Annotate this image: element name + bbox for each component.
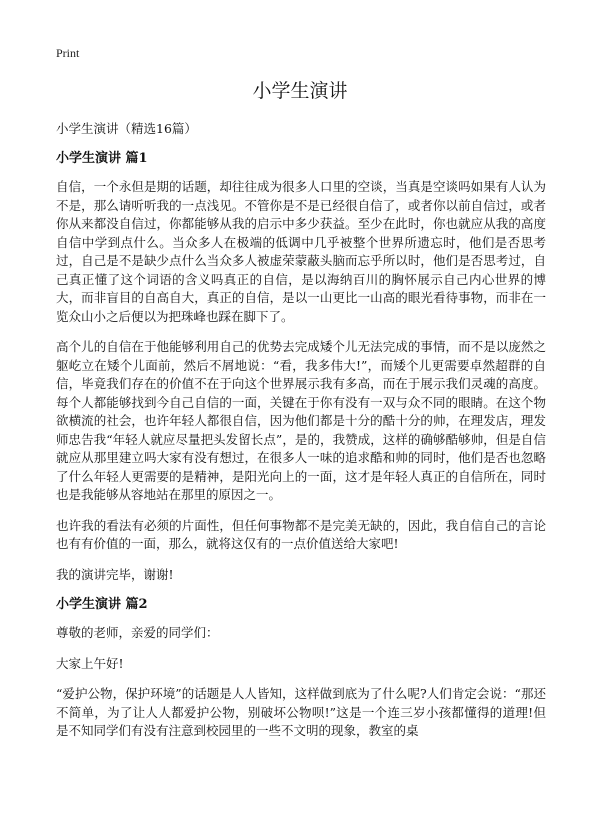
- page-title: 小学生演讲: [252, 80, 348, 102]
- section-heading: 小学生演讲 篇2: [56, 597, 148, 612]
- document-subtitle: 小学生演讲（精选16篇）: [56, 121, 197, 136]
- print-link[interactable]: Print: [56, 46, 80, 60]
- paragraph: 自信，一个永但是期的话题，却往往成为很多人口里的空谈，当真是空谈吗如果有人认为不是，那么请听听我的一点浅见。不管你是不是已经很自信了，或者你以前自信过，或者你从来都没自信过，你都能够从我的启示中多少获益。至少在此时，你也就应从我的高度自信中学到点什么。当众多人在极端的低调中几乎被整个世界所遗忘时，他们是否思考过，自己是不是缺少点什么当众多人被虚荣蒙蔽头脑而忘乎所以时，他们是否思考过，自己真正懂了这个词语的含义吗真正的自信，是以海纳百川的胸怀展示自己内心世界的博大，而非盲目的自高自大，真正的自信，是以一山更比一山高的眼光看待事物，而非在一览众山小之后便以为把珠峰也踩在脚下了。: [56, 179, 546, 324]
- paragraph: 高个儿的自信在于他能够利用自己的优势去完成矮个儿无法完成的事情，而不是以庞然之躯屹立在矮个儿面前，然后不屑地说：“看，我多伟大!”，而矮个儿更需要卓然超群的自信，毕竟我们存在的价值不在于向这个世界展示我有多高，而在于展示我们灵魂的高度。每个人都能够找到今自己自信的一面，关键在于你有没有一双与众不同的眼睛。在这个物欲横流的社会，也许年轻人都很自信，因为他们都是十分的酷十分的帅，在理发店，理发师忠告我“年轻人就应尽量把头发留长点”，是的，我赞成，这样的确够酷够帅，但是自信就应从那里建立吗大家有没有想过，在很多人一味的追求酷和帅的同时，他们是否也忽略了什么年轻人更需要的是精神，是阳光向上的一面，这才是年轻人真正的自信所在，同时也是我能够从容地站在那里的原因之一。: [56, 339, 546, 502]
- article-body: [56, 150, 546, 753]
- paragraph: “爱护公物，保护环境”的话题是人人皆知，这样做到底为了什么呢?人们肯定会说：“那还不简单，为了让人人都爱护公物，别破坏公物呗!”这是一个连三岁小孩都懂得的道理!但是不知同学们有没有注意到校园里的一些不文明的现象，教室的桌: [56, 686, 546, 738]
- paragraph: 大家上午好!: [56, 655, 124, 671]
- section-heading: 小学生演讲 篇1: [56, 151, 148, 166]
- paragraph: 尊敬的老师，亲爱的同学们：: [56, 625, 219, 640]
- paragraph: 我的演讲完毕，谢谢!: [56, 566, 174, 582]
- section-2: [56, 596, 546, 741]
- section-1: [56, 150, 546, 584]
- paragraph: 也许我的看法有必须的片面性，但任何事物都不是完美无缺的，因此，我自信自己的言论也有有价值的一面，那么，就将这仅有的一点价值送给大家吧!: [56, 517, 546, 551]
